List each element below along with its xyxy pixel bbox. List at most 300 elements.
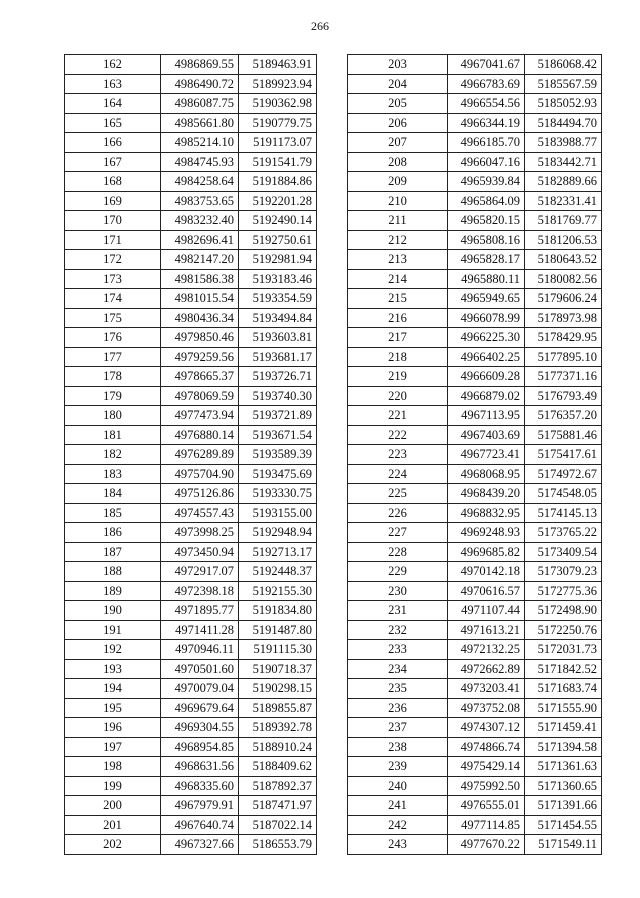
y-coordinate-cell: 5172031.73 (525, 640, 602, 660)
point-number-cell: 171 (65, 230, 161, 250)
x-coordinate-cell: 4968832.95 (448, 503, 525, 523)
y-coordinate-cell: 5181206.53 (525, 230, 602, 250)
point-number-cell: 177 (65, 347, 161, 367)
y-coordinate-cell: 5174145.13 (525, 503, 602, 523)
point-number-cell: 164 (65, 94, 161, 114)
y-coordinate-cell: 5171394.58 (525, 737, 602, 757)
y-coordinate-cell: 5174972.67 (525, 464, 602, 484)
table-row (348, 503, 602, 523)
table-row (65, 113, 317, 133)
x-coordinate-cell: 4977670.22 (448, 835, 525, 855)
point-number-cell: 197 (65, 737, 161, 757)
x-coordinate-cell: 4969679.64 (161, 698, 239, 718)
point-number-cell: 213 (348, 250, 448, 270)
table-row (348, 152, 602, 172)
table-row (65, 562, 317, 582)
x-coordinate-cell: 4986869.55 (161, 55, 239, 75)
y-coordinate-cell: 5173409.54 (525, 542, 602, 562)
x-coordinate-cell: 4978069.59 (161, 386, 239, 406)
y-coordinate-cell: 5193494.84 (239, 308, 317, 328)
x-coordinate-cell: 4971613.21 (448, 620, 525, 640)
table-row (65, 94, 317, 114)
table-row (348, 679, 602, 699)
x-coordinate-cell: 4965828.17 (448, 250, 525, 270)
point-number-cell: 173 (65, 269, 161, 289)
page-number: 266 (311, 19, 329, 33)
y-coordinate-cell: 5181769.77 (525, 211, 602, 231)
table-row (348, 406, 602, 426)
table-row (65, 523, 317, 543)
x-coordinate-cell: 4966225.30 (448, 328, 525, 348)
y-coordinate-cell: 5193671.54 (239, 425, 317, 445)
coordinates-table-right (347, 54, 602, 855)
x-coordinate-cell: 4973450.94 (161, 542, 239, 562)
table-row (348, 620, 602, 640)
x-coordinate-cell: 4970142.18 (448, 562, 525, 582)
table-row (348, 74, 602, 94)
table-row (348, 640, 602, 660)
point-number-cell: 167 (65, 152, 161, 172)
point-number-cell: 186 (65, 523, 161, 543)
point-number-cell: 242 (348, 815, 448, 835)
x-coordinate-cell: 4965820.15 (448, 211, 525, 231)
x-coordinate-cell: 4965949.65 (448, 289, 525, 309)
point-number-cell: 192 (65, 640, 161, 660)
y-coordinate-cell: 5171454.55 (525, 815, 602, 835)
table-row (65, 367, 317, 387)
x-coordinate-cell: 4976880.14 (161, 425, 239, 445)
point-number-cell: 239 (348, 757, 448, 777)
point-number-cell: 228 (348, 542, 448, 562)
point-number-cell: 178 (65, 367, 161, 387)
table-row (65, 328, 317, 348)
x-coordinate-cell: 4968335.60 (161, 776, 239, 796)
x-coordinate-cell: 4966402.25 (448, 347, 525, 367)
coordinates-table-left (64, 54, 317, 855)
point-number-cell: 219 (348, 367, 448, 387)
y-coordinate-cell: 5189392.78 (239, 718, 317, 738)
table-row (65, 679, 317, 699)
y-coordinate-cell: 5176357.20 (525, 406, 602, 426)
y-coordinate-cell: 5186068.42 (525, 55, 602, 75)
table-row (348, 445, 602, 465)
table-row (65, 620, 317, 640)
table-row (65, 640, 317, 660)
y-coordinate-cell: 5176793.49 (525, 386, 602, 406)
x-coordinate-cell: 4985214.10 (161, 133, 239, 153)
x-coordinate-cell: 4975992.50 (448, 776, 525, 796)
y-coordinate-cell: 5178429.95 (525, 328, 602, 348)
table-row (65, 698, 317, 718)
point-number-cell: 170 (65, 211, 161, 231)
x-coordinate-cell: 4968954.85 (161, 737, 239, 757)
y-coordinate-cell: 5172250.76 (525, 620, 602, 640)
x-coordinate-cell: 4974866.74 (448, 737, 525, 757)
table-row (348, 776, 602, 796)
y-coordinate-cell: 5171555.90 (525, 698, 602, 718)
table-row (348, 328, 602, 348)
table-row (348, 737, 602, 757)
y-coordinate-cell: 5189923.94 (239, 74, 317, 94)
x-coordinate-cell: 4972662.89 (448, 659, 525, 679)
table-row (65, 484, 317, 504)
y-coordinate-cell: 5188409.62 (239, 757, 317, 777)
x-coordinate-cell: 4971107.44 (448, 601, 525, 621)
point-number-cell: 182 (65, 445, 161, 465)
y-coordinate-cell: 5189855.87 (239, 698, 317, 718)
y-coordinate-cell: 5172498.90 (525, 601, 602, 621)
y-coordinate-cell: 5174548.05 (525, 484, 602, 504)
point-number-cell: 172 (65, 250, 161, 270)
x-coordinate-cell: 4966783.69 (448, 74, 525, 94)
table-row (65, 230, 317, 250)
y-coordinate-cell: 5193721.89 (239, 406, 317, 426)
x-coordinate-cell: 4986087.75 (161, 94, 239, 114)
point-number-cell: 233 (348, 640, 448, 660)
table-row (348, 250, 602, 270)
y-coordinate-cell: 5192490.14 (239, 211, 317, 231)
x-coordinate-cell: 4972132.25 (448, 640, 525, 660)
x-coordinate-cell: 4981015.54 (161, 289, 239, 309)
point-number-cell: 194 (65, 679, 161, 699)
point-number-cell: 241 (348, 796, 448, 816)
point-number-cell: 206 (348, 113, 448, 133)
x-coordinate-cell: 4966185.70 (448, 133, 525, 153)
point-number-cell: 217 (348, 328, 448, 348)
x-coordinate-cell: 4984745.93 (161, 152, 239, 172)
y-coordinate-cell: 5183442.71 (525, 152, 602, 172)
y-coordinate-cell: 5193183.46 (239, 269, 317, 289)
x-coordinate-cell: 4967327.66 (161, 835, 239, 855)
x-coordinate-cell: 4976555.01 (448, 796, 525, 816)
table-row (348, 94, 602, 114)
point-number-cell: 187 (65, 542, 161, 562)
point-number-cell: 191 (65, 620, 161, 640)
x-coordinate-cell: 4975704.90 (161, 464, 239, 484)
y-coordinate-cell: 5182889.66 (525, 172, 602, 192)
point-number-cell: 190 (65, 601, 161, 621)
point-number-cell: 220 (348, 386, 448, 406)
y-coordinate-cell: 5179606.24 (525, 289, 602, 309)
table-row (348, 659, 602, 679)
point-number-cell: 226 (348, 503, 448, 523)
point-number-cell: 193 (65, 659, 161, 679)
table-row (348, 211, 602, 231)
y-coordinate-cell: 5184494.70 (525, 113, 602, 133)
point-number-cell: 181 (65, 425, 161, 445)
x-coordinate-cell: 4967979.91 (161, 796, 239, 816)
table-row (348, 386, 602, 406)
y-coordinate-cell: 5182331.41 (525, 191, 602, 211)
table-row (348, 289, 602, 309)
y-coordinate-cell: 5193354.59 (239, 289, 317, 309)
table-row (65, 386, 317, 406)
point-number-cell: 180 (65, 406, 161, 426)
table-row (65, 74, 317, 94)
x-coordinate-cell: 4976289.89 (161, 445, 239, 465)
x-coordinate-cell: 4983753.65 (161, 191, 239, 211)
point-number-cell: 223 (348, 445, 448, 465)
point-number-cell: 199 (65, 776, 161, 796)
table-row (348, 815, 602, 835)
y-coordinate-cell: 5192948.94 (239, 523, 317, 543)
y-coordinate-cell: 5180643.52 (525, 250, 602, 270)
y-coordinate-cell: 5193726.71 (239, 367, 317, 387)
x-coordinate-cell: 4986490.72 (161, 74, 239, 94)
point-number-cell: 218 (348, 347, 448, 367)
point-number-cell: 214 (348, 269, 448, 289)
x-coordinate-cell: 4966554.56 (448, 94, 525, 114)
table-row (65, 172, 317, 192)
y-coordinate-cell: 5171683.74 (525, 679, 602, 699)
x-coordinate-cell: 4965939.84 (448, 172, 525, 192)
point-number-cell: 224 (348, 464, 448, 484)
y-coordinate-cell: 5180082.56 (525, 269, 602, 289)
y-coordinate-cell: 5175881.46 (525, 425, 602, 445)
x-coordinate-cell: 4974307.12 (448, 718, 525, 738)
table-row (65, 776, 317, 796)
x-coordinate-cell: 4967723.41 (448, 445, 525, 465)
point-number-cell: 230 (348, 581, 448, 601)
x-coordinate-cell: 4968068.95 (448, 464, 525, 484)
table-row (65, 269, 317, 289)
y-coordinate-cell: 5171360.65 (525, 776, 602, 796)
point-number-cell: 201 (65, 815, 161, 835)
y-coordinate-cell: 5173765.22 (525, 523, 602, 543)
point-number-cell: 188 (65, 562, 161, 582)
point-number-cell: 205 (348, 94, 448, 114)
y-coordinate-cell: 5191834.80 (239, 601, 317, 621)
point-number-cell: 198 (65, 757, 161, 777)
table-row (348, 796, 602, 816)
x-coordinate-cell: 4966879.02 (448, 386, 525, 406)
y-coordinate-cell: 5171361.63 (525, 757, 602, 777)
y-coordinate-cell: 5190298.15 (239, 679, 317, 699)
y-coordinate-cell: 5193330.75 (239, 484, 317, 504)
table-row (348, 425, 602, 445)
y-coordinate-cell: 5187892.37 (239, 776, 317, 796)
table-row (65, 737, 317, 757)
table-row (65, 464, 317, 484)
y-coordinate-cell: 5173079.23 (525, 562, 602, 582)
x-coordinate-cell: 4966078.99 (448, 308, 525, 328)
point-number-cell: 236 (348, 698, 448, 718)
point-number-cell: 208 (348, 152, 448, 172)
y-coordinate-cell: 5171459.41 (525, 718, 602, 738)
x-coordinate-cell: 4985661.80 (161, 113, 239, 133)
table-row (348, 835, 602, 855)
table-row (65, 152, 317, 172)
x-coordinate-cell: 4969685.82 (448, 542, 525, 562)
table-row (348, 698, 602, 718)
y-coordinate-cell: 5190779.75 (239, 113, 317, 133)
x-coordinate-cell: 4970616.57 (448, 581, 525, 601)
x-coordinate-cell: 4970079.04 (161, 679, 239, 699)
y-coordinate-cell: 5191884.86 (239, 172, 317, 192)
point-number-cell: 212 (348, 230, 448, 250)
table-row (65, 55, 317, 75)
point-number-cell: 179 (65, 386, 161, 406)
x-coordinate-cell: 4973998.25 (161, 523, 239, 543)
table-row (348, 757, 602, 777)
point-number-cell: 200 (65, 796, 161, 816)
point-number-cell: 184 (65, 484, 161, 504)
x-coordinate-cell: 4975126.86 (161, 484, 239, 504)
x-coordinate-cell: 4983232.40 (161, 211, 239, 231)
point-number-cell: 234 (348, 659, 448, 679)
x-coordinate-cell: 4966047.16 (448, 152, 525, 172)
y-coordinate-cell: 5175417.61 (525, 445, 602, 465)
x-coordinate-cell: 4968631.56 (161, 757, 239, 777)
point-number-cell: 231 (348, 601, 448, 621)
point-number-cell: 237 (348, 718, 448, 738)
table-row (65, 191, 317, 211)
table-row (348, 347, 602, 367)
y-coordinate-cell: 5177371.16 (525, 367, 602, 387)
table-row (348, 601, 602, 621)
table-row (65, 406, 317, 426)
point-number-cell: 215 (348, 289, 448, 309)
table-row (65, 718, 317, 738)
point-number-cell: 240 (348, 776, 448, 796)
table-row (65, 425, 317, 445)
x-coordinate-cell: 4979850.46 (161, 328, 239, 348)
y-coordinate-cell: 5187471.97 (239, 796, 317, 816)
point-number-cell: 166 (65, 133, 161, 153)
y-coordinate-cell: 5177895.10 (525, 347, 602, 367)
point-number-cell: 238 (348, 737, 448, 757)
x-coordinate-cell: 4982696.41 (161, 230, 239, 250)
y-coordinate-cell: 5190362.98 (239, 94, 317, 114)
y-coordinate-cell: 5193603.81 (239, 328, 317, 348)
y-coordinate-cell: 5192713.17 (239, 542, 317, 562)
x-coordinate-cell: 4971411.28 (161, 620, 239, 640)
table-row (348, 269, 602, 289)
table-row (348, 718, 602, 738)
point-number-cell: 196 (65, 718, 161, 738)
y-coordinate-cell: 5191541.79 (239, 152, 317, 172)
table-row (348, 562, 602, 582)
point-number-cell: 227 (348, 523, 448, 543)
table-row (348, 484, 602, 504)
y-coordinate-cell: 5193589.39 (239, 445, 317, 465)
x-coordinate-cell: 4984258.64 (161, 172, 239, 192)
x-coordinate-cell: 4972917.07 (161, 562, 239, 582)
table-row (65, 757, 317, 777)
x-coordinate-cell: 4968439.20 (448, 484, 525, 504)
x-coordinate-cell: 4965880.11 (448, 269, 525, 289)
table-row (65, 542, 317, 562)
table-row (348, 55, 602, 75)
x-coordinate-cell: 4973203.41 (448, 679, 525, 699)
x-coordinate-cell: 4981586.38 (161, 269, 239, 289)
y-coordinate-cell: 5192201.28 (239, 191, 317, 211)
point-number-cell: 210 (348, 191, 448, 211)
x-coordinate-cell: 4972398.18 (161, 581, 239, 601)
x-coordinate-cell: 4969248.93 (448, 523, 525, 543)
table-row (348, 464, 602, 484)
y-coordinate-cell: 5183988.77 (525, 133, 602, 153)
y-coordinate-cell: 5191115.30 (239, 640, 317, 660)
table-row (65, 289, 317, 309)
y-coordinate-cell: 5190718.37 (239, 659, 317, 679)
point-number-cell: 221 (348, 406, 448, 426)
point-number-cell: 216 (348, 308, 448, 328)
table-row (65, 796, 317, 816)
table-row (65, 659, 317, 679)
point-number-cell: 174 (65, 289, 161, 309)
x-coordinate-cell: 4971895.77 (161, 601, 239, 621)
y-coordinate-cell: 5192750.61 (239, 230, 317, 250)
x-coordinate-cell: 4975429.14 (448, 757, 525, 777)
table-row (65, 835, 317, 855)
point-number-cell: 183 (65, 464, 161, 484)
point-number-cell: 209 (348, 172, 448, 192)
y-coordinate-cell: 5188910.24 (239, 737, 317, 757)
point-number-cell: 163 (65, 74, 161, 94)
point-number-cell: 211 (348, 211, 448, 231)
x-coordinate-cell: 4969304.55 (161, 718, 239, 738)
x-coordinate-cell: 4973752.08 (448, 698, 525, 718)
table-row (65, 815, 317, 835)
x-coordinate-cell: 4980436.34 (161, 308, 239, 328)
y-coordinate-cell: 5193475.69 (239, 464, 317, 484)
x-coordinate-cell: 4974557.43 (161, 503, 239, 523)
y-coordinate-cell: 5185052.93 (525, 94, 602, 114)
table-row (65, 503, 317, 523)
point-number-cell: 165 (65, 113, 161, 133)
point-number-cell: 225 (348, 484, 448, 504)
table-row (348, 542, 602, 562)
y-coordinate-cell: 5192155.30 (239, 581, 317, 601)
x-coordinate-cell: 4967041.67 (448, 55, 525, 75)
x-coordinate-cell: 4982147.20 (161, 250, 239, 270)
y-coordinate-cell: 5186553.79 (239, 835, 317, 855)
table-row (348, 191, 602, 211)
y-coordinate-cell: 5193681.17 (239, 347, 317, 367)
x-coordinate-cell: 4977114.85 (448, 815, 525, 835)
point-number-cell: 162 (65, 55, 161, 75)
table-row (65, 250, 317, 270)
point-number-cell: 232 (348, 620, 448, 640)
y-coordinate-cell: 5172775.36 (525, 581, 602, 601)
y-coordinate-cell: 5185567.59 (525, 74, 602, 94)
point-number-cell: 195 (65, 698, 161, 718)
x-coordinate-cell: 4965864.09 (448, 191, 525, 211)
y-coordinate-cell: 5171842.52 (525, 659, 602, 679)
table-row (348, 523, 602, 543)
y-coordinate-cell: 5191173.07 (239, 133, 317, 153)
x-coordinate-cell: 4966344.19 (448, 113, 525, 133)
point-number-cell: 189 (65, 581, 161, 601)
table-row (65, 133, 317, 153)
x-coordinate-cell: 4977473.94 (161, 406, 239, 426)
x-coordinate-cell: 4965808.16 (448, 230, 525, 250)
point-number-cell: 185 (65, 503, 161, 523)
x-coordinate-cell: 4967113.95 (448, 406, 525, 426)
table-row (348, 581, 602, 601)
point-number-cell: 168 (65, 172, 161, 192)
point-number-cell: 204 (348, 74, 448, 94)
table-row (65, 308, 317, 328)
x-coordinate-cell: 4979259.56 (161, 347, 239, 367)
table-row (348, 133, 602, 153)
point-number-cell: 243 (348, 835, 448, 855)
table-row (348, 308, 602, 328)
table-row (65, 211, 317, 231)
y-coordinate-cell: 5193740.30 (239, 386, 317, 406)
table-row (348, 113, 602, 133)
